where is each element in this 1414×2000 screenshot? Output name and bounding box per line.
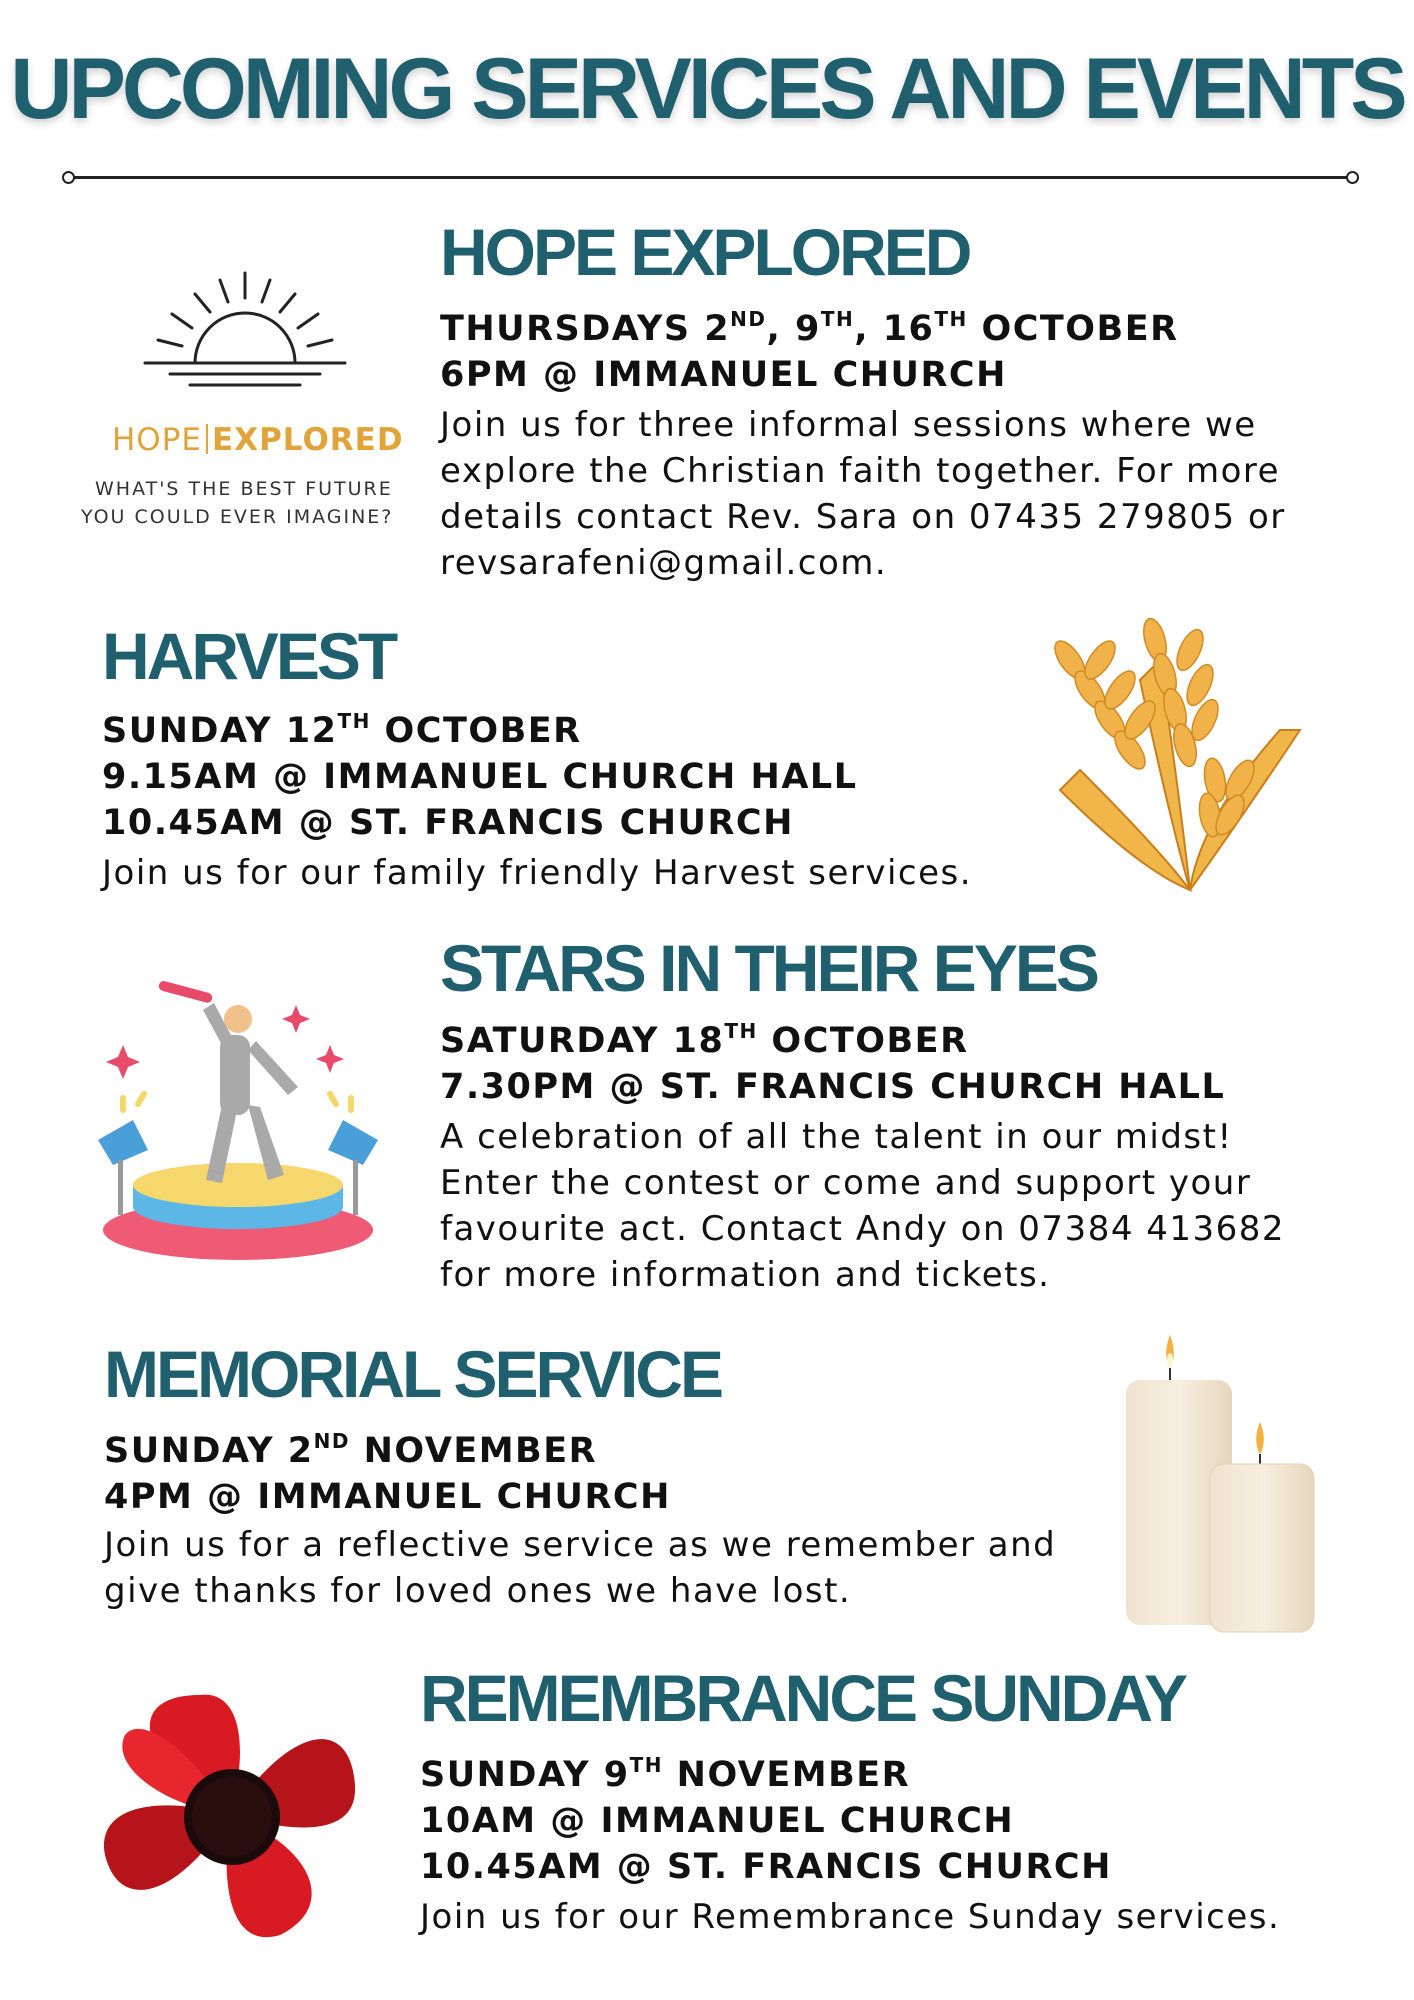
candles-icon bbox=[1120, 1330, 1330, 1640]
event-time-venue: 9.15AM @ IMMANUEL CHURCH HALL bbox=[102, 757, 858, 797]
date-text: OCTOBER bbox=[967, 309, 1179, 349]
divider-end-dot bbox=[62, 171, 75, 184]
date-suffix: ND bbox=[313, 1429, 350, 1453]
poppy-icon bbox=[100, 1685, 360, 1945]
date-suffix: TH bbox=[820, 307, 855, 331]
date-suffix: ND bbox=[730, 307, 767, 331]
event-title: STARS IN THEIR EYES bbox=[440, 931, 1097, 1005]
event-date bbox=[104, 1428, 597, 1474]
date-text: SUNDAY 12 bbox=[102, 711, 338, 751]
date-text: OCTOBER bbox=[757, 1021, 969, 1061]
date-text: OCTOBER bbox=[370, 711, 582, 751]
event-date bbox=[440, 1018, 969, 1064]
event-description: Join us for three informal sessions where we explore the Christian faith together. For more details contact Rev. Sara on 07435 279805 or revsarafeni@gmail.com. bbox=[440, 405, 1286, 583]
event-date bbox=[440, 306, 1179, 352]
hope-logo-wordmark bbox=[112, 422, 404, 458]
title-divider bbox=[66, 176, 1356, 179]
date-text: , 16 bbox=[854, 309, 935, 349]
event-time-venue: 10AM @ IMMANUEL CHURCH bbox=[420, 1801, 1015, 1841]
event-date bbox=[102, 708, 582, 754]
date-suffix: TH bbox=[337, 709, 371, 733]
event-time-venue: 7.30PM @ ST. FRANCIS CHURCH HALL bbox=[440, 1067, 1226, 1107]
event-title: HOPE EXPLORED bbox=[440, 215, 970, 289]
wordmark-explored: EXPLORED bbox=[212, 422, 404, 458]
date-text: SUNDAY 2 bbox=[104, 1431, 314, 1471]
date-text: SUNDAY 9 bbox=[420, 1755, 630, 1795]
event-description: A celebration of all the talent in our midst! Enter the contest or come and support your favourite act. Contact Andy on 07384 413682 for more information and tickets. bbox=[440, 1117, 1286, 1295]
event-time-venue: 4PM @ IMMANUEL CHURCH bbox=[104, 1477, 671, 1517]
sunrise-icon bbox=[140, 268, 350, 398]
wheat-icon bbox=[1040, 620, 1320, 895]
hope-logo-tagline: WHAT'S THE BEST FUTURE bbox=[95, 478, 393, 500]
date-text: , 9 bbox=[766, 309, 821, 349]
event-time-venue: 10.45AM @ ST. FRANCIS CHURCH bbox=[102, 803, 794, 843]
date-text: NOVEMBER bbox=[662, 1755, 911, 1795]
page-title: UPCOMING SERVICES AND EVENTS bbox=[10, 41, 1404, 137]
date-suffix: TH bbox=[724, 1019, 758, 1043]
event-date bbox=[420, 1752, 910, 1798]
date-suffix: TH bbox=[934, 307, 968, 331]
event-time-venue: 6PM @ IMMANUEL CHURCH bbox=[440, 355, 1007, 395]
event-title: HARVEST bbox=[102, 619, 396, 693]
divider-end-dot bbox=[1346, 171, 1359, 184]
date-text: NOVEMBER bbox=[349, 1431, 598, 1471]
event-description: Join us for our family friendly Harvest services. bbox=[102, 853, 973, 893]
hope-logo-tagline: YOU COULD EVER IMAGINE? bbox=[81, 506, 394, 528]
wordmark-hope: HOPE bbox=[112, 422, 202, 458]
event-description: Join us for our Remembrance Sunday services. bbox=[420, 1897, 1281, 1937]
wordmark-divider bbox=[206, 424, 208, 454]
date-text: THURSDAYS 2 bbox=[440, 309, 731, 349]
singer-on-stage-icon bbox=[98, 975, 378, 1265]
event-title: REMEMBRANCE SUNDAY bbox=[420, 1661, 1185, 1735]
event-time-venue: 10.45AM @ ST. FRANCIS CHURCH bbox=[420, 1847, 1112, 1887]
event-description: Join us for a reflective service as we remember and give thanks for loved ones we have lost. bbox=[104, 1525, 1057, 1611]
date-suffix: TH bbox=[629, 1753, 663, 1777]
date-text: SATURDAY 18 bbox=[440, 1021, 725, 1061]
event-title: MEMORIAL SERVICE bbox=[104, 1337, 721, 1411]
